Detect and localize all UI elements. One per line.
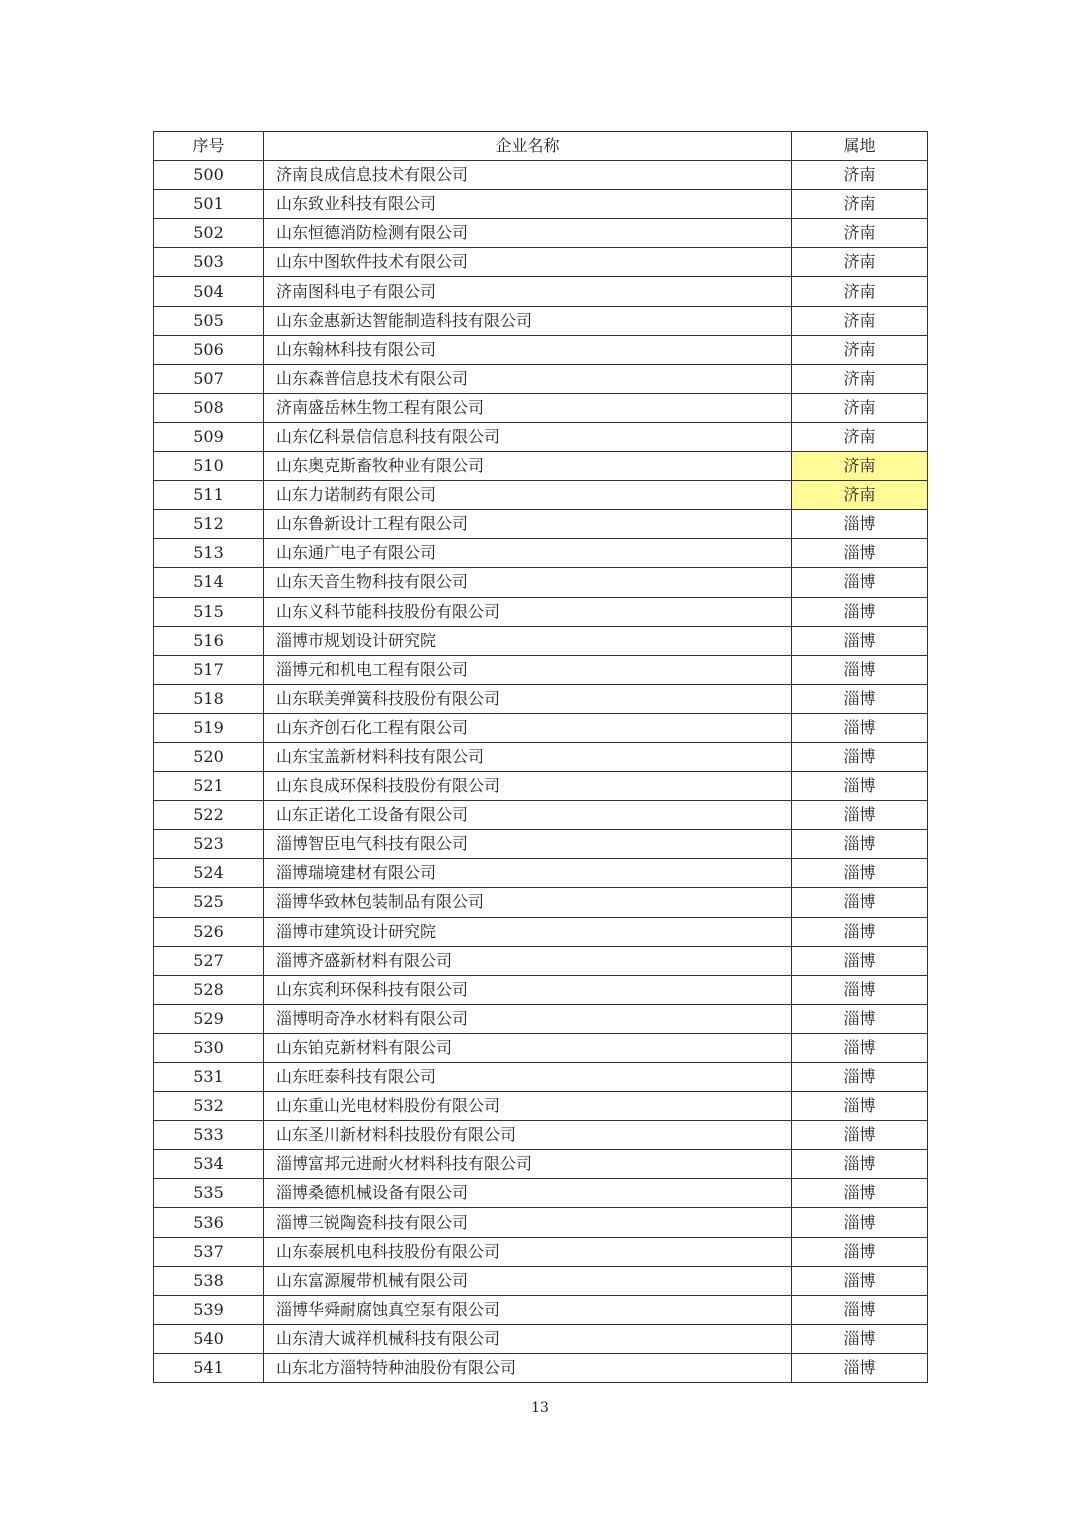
location-cell: 淄博 bbox=[792, 510, 928, 539]
company-name-cell: 济南盛岳林生物工程有限公司 bbox=[264, 393, 792, 422]
location-cell: 淄博 bbox=[792, 597, 928, 626]
company-name-cell: 山东森普信息技术有限公司 bbox=[264, 364, 792, 393]
location-cell: 淄博 bbox=[792, 1208, 928, 1237]
table-row bbox=[154, 1266, 928, 1295]
row-number-cell: 529 bbox=[154, 1004, 264, 1033]
location-cell: 淄博 bbox=[792, 684, 928, 713]
location-cell: 淄博 bbox=[792, 1033, 928, 1062]
row-number-cell: 516 bbox=[154, 626, 264, 655]
company-name-cell: 山东齐创石化工程有限公司 bbox=[264, 713, 792, 742]
location-cell: 淄博 bbox=[792, 1063, 928, 1092]
table-row bbox=[154, 219, 928, 248]
company-name-cell: 山东恒德消防检测有限公司 bbox=[264, 219, 792, 248]
location-cell: 淄博 bbox=[792, 1150, 928, 1179]
table-row bbox=[154, 393, 928, 422]
row-number-cell: 510 bbox=[154, 452, 264, 481]
row-number-cell: 520 bbox=[154, 742, 264, 771]
location-cell: 淄博 bbox=[792, 1353, 928, 1382]
row-number-cell: 532 bbox=[154, 1092, 264, 1121]
company-name-cell: 山东旺泰科技有限公司 bbox=[264, 1063, 792, 1092]
row-number-cell: 519 bbox=[154, 713, 264, 742]
table-row bbox=[154, 1324, 928, 1353]
table-row bbox=[154, 597, 928, 626]
row-number-cell: 527 bbox=[154, 946, 264, 975]
location-cell: 淄博 bbox=[792, 917, 928, 946]
company-name-cell: 山东翰林科技有限公司 bbox=[264, 335, 792, 364]
location-cell: 济南 bbox=[792, 335, 928, 364]
location-cell: 淄博 bbox=[792, 946, 928, 975]
company-name-cell: 山东重山光电材料股份有限公司 bbox=[264, 1092, 792, 1121]
company-name-cell: 山东中图软件技术有限公司 bbox=[264, 248, 792, 277]
company-name-cell: 淄博华致林包装制品有限公司 bbox=[264, 888, 792, 917]
row-number-cell: 507 bbox=[154, 364, 264, 393]
table-row bbox=[154, 248, 928, 277]
company-name-cell: 山东致业科技有限公司 bbox=[264, 190, 792, 219]
table-row bbox=[154, 830, 928, 859]
column-header-location: 属地 bbox=[792, 132, 928, 161]
row-number-cell: 522 bbox=[154, 801, 264, 830]
company-name-cell: 山东正诺化工设备有限公司 bbox=[264, 801, 792, 830]
location-cell: 淄博 bbox=[792, 1004, 928, 1033]
table-row bbox=[154, 481, 928, 510]
company-name-cell: 淄博齐盛新材料有限公司 bbox=[264, 946, 792, 975]
company-name-cell: 淄博元和机电工程有限公司 bbox=[264, 655, 792, 684]
table-row bbox=[154, 888, 928, 917]
location-cell: 淄博 bbox=[792, 1237, 928, 1266]
location-cell: 济南 bbox=[792, 161, 928, 190]
row-number-cell: 539 bbox=[154, 1295, 264, 1324]
location-cell: 淄博 bbox=[792, 1092, 928, 1121]
table-row bbox=[154, 510, 928, 539]
table-row bbox=[154, 277, 928, 306]
row-number-cell: 536 bbox=[154, 1208, 264, 1237]
company-name-cell: 淄博富邦元进耐火材料科技有限公司 bbox=[264, 1150, 792, 1179]
company-name-cell: 山东宾利环保科技有限公司 bbox=[264, 975, 792, 1004]
location-cell: 济南 bbox=[792, 364, 928, 393]
column-header-name: 企业名称 bbox=[264, 132, 792, 161]
company-table bbox=[153, 131, 928, 1383]
location-cell: 济南 bbox=[792, 219, 928, 248]
row-number-cell: 512 bbox=[154, 510, 264, 539]
row-number-cell: 534 bbox=[154, 1150, 264, 1179]
table-row bbox=[154, 1179, 928, 1208]
row-number-cell: 541 bbox=[154, 1353, 264, 1382]
company-name-cell: 山东富源履带机械有限公司 bbox=[264, 1266, 792, 1295]
column-header-no: 序号 bbox=[154, 132, 264, 161]
table-row bbox=[154, 364, 928, 393]
table-row bbox=[154, 801, 928, 830]
row-number-cell: 531 bbox=[154, 1063, 264, 1092]
row-number-cell: 526 bbox=[154, 917, 264, 946]
location-cell: 济南 bbox=[792, 277, 928, 306]
company-name-cell: 淄博智臣电气科技有限公司 bbox=[264, 830, 792, 859]
company-name-cell: 淄博瑞境建材有限公司 bbox=[264, 859, 792, 888]
company-name-cell: 山东通广电子有限公司 bbox=[264, 539, 792, 568]
row-number-cell: 530 bbox=[154, 1033, 264, 1062]
table-row bbox=[154, 452, 928, 481]
company-name-cell: 山东铂克新材料有限公司 bbox=[264, 1033, 792, 1062]
row-number-cell: 514 bbox=[154, 568, 264, 597]
location-cell: 淄博 bbox=[792, 1324, 928, 1353]
table-row bbox=[154, 946, 928, 975]
table-row bbox=[154, 568, 928, 597]
location-cell: 淄博 bbox=[792, 772, 928, 801]
location-cell: 淄博 bbox=[792, 539, 928, 568]
location-cell: 淄博 bbox=[792, 568, 928, 597]
table-row bbox=[154, 684, 928, 713]
row-number-cell: 525 bbox=[154, 888, 264, 917]
company-name-cell: 山东鲁新设计工程有限公司 bbox=[264, 510, 792, 539]
company-name-cell: 淄博市规划设计研究院 bbox=[264, 626, 792, 655]
company-name-cell: 山东奥克斯畜牧种业有限公司 bbox=[264, 452, 792, 481]
row-number-cell: 502 bbox=[154, 219, 264, 248]
row-number-cell: 505 bbox=[154, 306, 264, 335]
table-row bbox=[154, 1092, 928, 1121]
company-name-cell: 山东联美弹簧科技股份有限公司 bbox=[264, 684, 792, 713]
company-name-cell: 淄博市建筑设计研究院 bbox=[264, 917, 792, 946]
location-cell: 淄博 bbox=[792, 1295, 928, 1324]
company-name-cell: 山东圣川新材料科技股份有限公司 bbox=[264, 1121, 792, 1150]
location-cell: 济南 bbox=[792, 422, 928, 451]
company-name-cell: 山东金惠新达智能制造科技有限公司 bbox=[264, 306, 792, 335]
table-row bbox=[154, 1121, 928, 1150]
table-body bbox=[154, 161, 928, 1383]
company-name-cell: 济南良成信息技术有限公司 bbox=[264, 161, 792, 190]
row-number-cell: 511 bbox=[154, 481, 264, 510]
table-row bbox=[154, 190, 928, 219]
table-row bbox=[154, 539, 928, 568]
row-number-cell: 528 bbox=[154, 975, 264, 1004]
row-number-cell: 513 bbox=[154, 539, 264, 568]
table-row bbox=[154, 1150, 928, 1179]
table-row bbox=[154, 422, 928, 451]
table-row bbox=[154, 1295, 928, 1324]
location-cell: 济南 bbox=[792, 306, 928, 335]
company-name-cell: 山东泰展机电科技股份有限公司 bbox=[264, 1237, 792, 1266]
company-name-cell: 山东北方淄特特种油股份有限公司 bbox=[264, 1353, 792, 1382]
location-cell: 济南 bbox=[792, 481, 928, 510]
table-row bbox=[154, 1033, 928, 1062]
table-row bbox=[154, 772, 928, 801]
row-number-cell: 538 bbox=[154, 1266, 264, 1295]
row-number-cell: 537 bbox=[154, 1237, 264, 1266]
row-number-cell: 517 bbox=[154, 655, 264, 684]
location-cell: 淄博 bbox=[792, 655, 928, 684]
company-name-cell: 山东义科节能科技股份有限公司 bbox=[264, 597, 792, 626]
row-number-cell: 509 bbox=[154, 422, 264, 451]
row-number-cell: 503 bbox=[154, 248, 264, 277]
table-row bbox=[154, 655, 928, 684]
table-row bbox=[154, 306, 928, 335]
row-number-cell: 524 bbox=[154, 859, 264, 888]
table-row bbox=[154, 859, 928, 888]
table-header-row bbox=[154, 132, 928, 161]
row-number-cell: 540 bbox=[154, 1324, 264, 1353]
company-name-cell: 淄博华舜耐腐蚀真空泵有限公司 bbox=[264, 1295, 792, 1324]
row-number-cell: 535 bbox=[154, 1179, 264, 1208]
location-cell: 淄博 bbox=[792, 1179, 928, 1208]
table-row bbox=[154, 161, 928, 190]
row-number-cell: 508 bbox=[154, 393, 264, 422]
location-cell: 淄博 bbox=[792, 742, 928, 771]
company-name-cell: 山东良成环保科技股份有限公司 bbox=[264, 772, 792, 801]
company-name-cell: 山东清大诚祥机械科技有限公司 bbox=[264, 1324, 792, 1353]
location-cell: 济南 bbox=[792, 393, 928, 422]
location-cell: 淄博 bbox=[792, 975, 928, 1004]
company-name-cell: 山东力诺制药有限公司 bbox=[264, 481, 792, 510]
table-row bbox=[154, 917, 928, 946]
location-cell: 淄博 bbox=[792, 626, 928, 655]
row-number-cell: 504 bbox=[154, 277, 264, 306]
location-cell: 济南 bbox=[792, 248, 928, 277]
location-cell: 淄博 bbox=[792, 859, 928, 888]
row-number-cell: 523 bbox=[154, 830, 264, 859]
company-name-cell: 济南图科电子有限公司 bbox=[264, 277, 792, 306]
location-cell: 淄博 bbox=[792, 888, 928, 917]
table-row bbox=[154, 742, 928, 771]
company-name-cell: 淄博三锐陶瓷科技有限公司 bbox=[264, 1208, 792, 1237]
row-number-cell: 515 bbox=[154, 597, 264, 626]
location-cell: 淄博 bbox=[792, 801, 928, 830]
row-number-cell: 500 bbox=[154, 161, 264, 190]
company-name-cell: 山东亿科景信信息科技有限公司 bbox=[264, 422, 792, 451]
table-row bbox=[154, 335, 928, 364]
location-cell: 济南 bbox=[792, 452, 928, 481]
location-cell: 淄博 bbox=[792, 1121, 928, 1150]
company-name-cell: 淄博桑德机械设备有限公司 bbox=[264, 1179, 792, 1208]
row-number-cell: 533 bbox=[154, 1121, 264, 1150]
table-row bbox=[154, 626, 928, 655]
company-name-cell: 淄博明奇净水材料有限公司 bbox=[264, 1004, 792, 1033]
location-cell: 淄博 bbox=[792, 830, 928, 859]
table-row bbox=[154, 1004, 928, 1033]
row-number-cell: 518 bbox=[154, 684, 264, 713]
table-row bbox=[154, 1237, 928, 1266]
table-row bbox=[154, 1063, 928, 1092]
table-row bbox=[154, 1353, 928, 1382]
row-number-cell: 506 bbox=[154, 335, 264, 364]
company-name-cell: 山东宝盖新材料科技有限公司 bbox=[264, 742, 792, 771]
location-cell: 济南 bbox=[792, 190, 928, 219]
table-row bbox=[154, 975, 928, 1004]
table-row bbox=[154, 713, 928, 742]
table-row bbox=[154, 1208, 928, 1237]
page-number: 13 bbox=[531, 1400, 549, 1416]
location-cell: 淄博 bbox=[792, 1266, 928, 1295]
row-number-cell: 521 bbox=[154, 772, 264, 801]
company-name-cell: 山东天音生物科技有限公司 bbox=[264, 568, 792, 597]
row-number-cell: 501 bbox=[154, 190, 264, 219]
location-cell: 淄博 bbox=[792, 713, 928, 742]
